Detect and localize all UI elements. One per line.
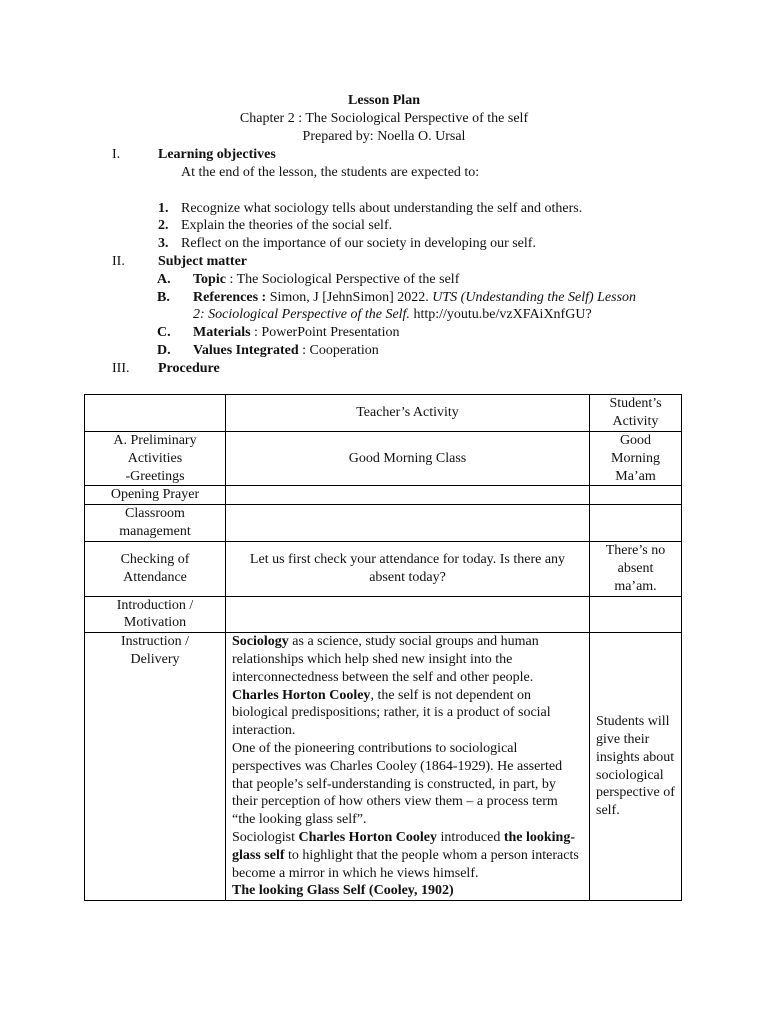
reference-url: http://youtu.be/vzXFAiXnfGU? — [409, 307, 592, 322]
paragraph-sociology: Sociology as a science, study social groups and human relationships which help shed new insight into the interconnectedness between the self and other people. — [232, 634, 539, 685]
table-row — [85, 486, 682, 505]
teacher-cell: Let us first check your attendance for today. Is there any absent today? — [226, 542, 590, 596]
chapter-subtitle: Chapter 2 : The Sociological Perspective of the self — [239, 111, 529, 126]
subject-topic: Topic : The Sociological Perspective of the self — [193, 272, 460, 287]
paragraph-cooley: Charles Horton Cooley, the self is not dependent on biological predispositions; rather, it is a product of social interaction. — [232, 687, 551, 739]
teacher-cell: Good Morning Class — [226, 432, 590, 486]
objective-item: Reflect on the importance of our society in developing our self. — [181, 236, 536, 251]
stage-cell: A. Preliminary Activities -Greetings — [85, 432, 226, 486]
subject-letter: B. — [157, 290, 170, 305]
teacher-cell — [226, 486, 590, 505]
objective-number: 1. — [158, 201, 169, 216]
teacher-activity-header: Teacher’s Activity — [226, 395, 590, 432]
table-row — [85, 542, 682, 596]
teacher-cell — [226, 505, 590, 542]
objective-number: 3. — [158, 236, 169, 251]
paragraph-looking-glass: Sociologist Charles Horton Cooley introduced the looking-glass self to highlight that the people whom a person interacts become a mirror in which he views himself. — [232, 829, 579, 881]
objective-item: Recognize what sociology tells about understanding the self and others. — [181, 201, 583, 216]
table-row — [85, 432, 682, 486]
stage-cell: Instruction / Delivery — [85, 633, 226, 901]
section-numeral-2: II. — [112, 254, 125, 269]
stage-cell: Opening Prayer — [85, 486, 226, 505]
table-row — [85, 633, 682, 901]
student-cell — [590, 486, 682, 505]
section-heading-objectives: Learning objectives — [158, 147, 276, 162]
table-row — [85, 596, 682, 633]
subject-letter: C. — [157, 325, 171, 340]
student-cell: Good Morning Ma’am — [590, 432, 682, 486]
stage-cell: Checking of Attendance — [85, 542, 226, 596]
student-cell — [590, 596, 682, 633]
subject-materials: Materials : PowerPoint Presentation — [193, 325, 400, 340]
table-row — [85, 395, 682, 432]
subject-letter: A. — [157, 272, 171, 287]
paragraph-pioneering: One of the pioneering contributions to sociological perspectives was Charles Cooley (1864-1929). He asserted that people’s self-understanding is constructed, in part, by their perception of how others view them – a process term “the looking glass self”. — [232, 740, 563, 828]
objective-item: Explain the theories of the social self. — [181, 218, 393, 233]
subject-letter: D. — [157, 343, 171, 358]
student-activity-header: Student’s Activity — [590, 395, 682, 432]
stage-cell: Introduction / Motivation — [85, 596, 226, 633]
stage-cell: Classroom management — [85, 505, 226, 542]
section-numeral-1: I. — [112, 147, 121, 162]
paragraph-heading-looking-glass: The looking Glass Self (Cooley, 1902) — [232, 883, 454, 899]
table-row — [85, 505, 682, 542]
objectives-intro: At the end of the lesson, the students are expected to: — [181, 165, 480, 180]
section-heading-subject-matter: Subject matter — [158, 254, 248, 269]
table-cell — [85, 395, 226, 432]
objective-number: 2. — [158, 218, 169, 233]
prepared-by: Prepared by: Noella O. Ursal — [302, 129, 466, 144]
section-heading-procedure: Procedure — [158, 361, 220, 376]
page-title: Lesson Plan — [348, 93, 420, 108]
subject-references-cont: 2: Sociological Perspective of the Self. http://youtu.be/vzXFAiXnfGU? — [193, 307, 592, 322]
student-cell — [590, 505, 682, 542]
teacher-cell — [226, 596, 590, 633]
student-cell: Students will give their insights about sociological perspective of self. — [590, 633, 682, 901]
section-numeral-3: III. — [112, 361, 130, 376]
student-cell: There’s no absent ma’am. — [590, 542, 682, 596]
subject-references: References : Simon, J [JehnSimon] 2022. UTS (Undestanding the Self) Lesson — [193, 290, 637, 305]
procedure-table — [84, 394, 682, 901]
subject-values: Values Integrated : Cooperation — [193, 343, 379, 358]
teacher-cell — [226, 633, 590, 901]
